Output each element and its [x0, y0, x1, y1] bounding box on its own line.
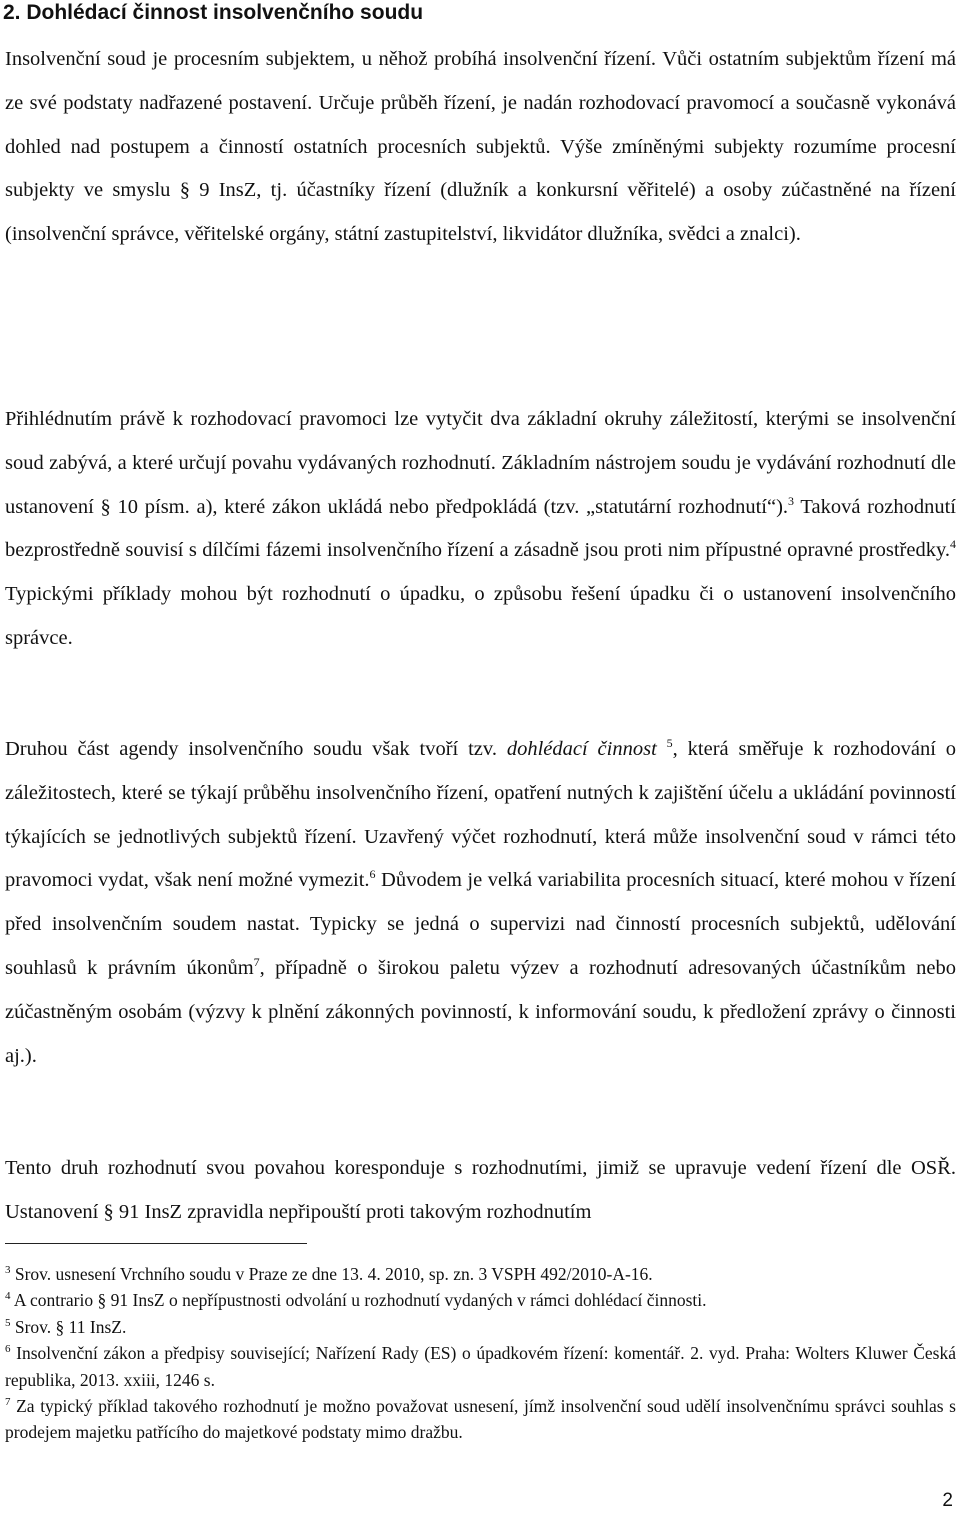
footnote-7: [5, 1393, 956, 1446]
footnote-number: 3: [5, 1264, 11, 1276]
paragraph-2-text-b: Taková rozhodnutí bezprostředně souvisí s dílčími fázemi insolvenčního řízení a zásadně jsou proti nim přípustné opravné prostředky.: [5, 495, 956, 562]
footnote-number: 7: [5, 1396, 11, 1409]
footnote-text: Srov. § 11 InsZ.: [10, 1316, 127, 1337]
footnote-separator: [5, 1243, 307, 1244]
paragraph-2-text-a: Přihlédnutím právě k rozhodovací pravomoci lze vytyčit dva základní okruhy záležitostí, kterými se insolvenční soud zabývá, a které určují povahu vydávaných rozhodnutí. Základním nástrojem soudu je vydávání rozhodnutí dle ustanovení § 10 písm. a), které zákon ukládá nebo předpokládá (tzv. „statutární rozhodnutí“).: [5, 408, 956, 518]
paragraph-2-text-c: Typickými příklady mohou být rozhodnutí o úpadku, o způsobu řešení úpadku či o ustanovení insolvenčního správce.: [5, 583, 956, 649]
section-heading: 2. Dohlédací činnost insolvenčního soudu: [3, 1, 424, 24]
footnote-3: [5, 1261, 956, 1287]
paragraph-1: [5, 38, 956, 257]
footnote-6: [5, 1340, 956, 1393]
footnote-ref-5[interactable]: 5: [666, 736, 673, 750]
term-dohledaci-cinnost: dohlédací činnost: [506, 738, 657, 760]
paragraph-3-text-d: , případně o širokou paletu výzev a rozhodnutí adresovaných účastníkům nebo zúčastněným osobám (výzvy k plnění zákonných povinností, k informování soudu, k předložení zprávy o činnosti aj.).: [5, 956, 956, 1067]
footnote-text: Insolvenční zákon a předpisy související; Nařízení Rady (ES) o úpadkovém řízení: komentář. 2. vyd. Praha: Wolters Kluwer Česká republika, 2013. xxiii, 1246 s.: [5, 1343, 956, 1390]
footnote-4: [5, 1287, 956, 1313]
paragraph-4-text: Tento druh rozhodnutí svou povahou koresponduje s rozhodnutími, jimiž se upravuje vedení řízení dle OSŘ. Ustanovení § 91 InsZ zpravidla nepřipouští proti takovým rozhodnutím: [5, 1157, 956, 1223]
paragraph-3-text-b: , která směřuje k rozhodování o záležitostech, které se týkají průběhu insolvenčního řízení, opatření nutných k zajištění účelu a ukládání povinností týkajících se jednotlivých subjektů řízení. Uzavřený výčet rozhodnutí, která může insolvenční soud v rámci této pravomoci vydat, však není možné vymezit.: [5, 738, 957, 892]
page-number: 2: [942, 1490, 953, 1511]
paragraph-1-text: Insolvenční soud je procesním subjektem, u něhož probíhá insolvenční řízení. Vůči ostatním subjektům řízení má ze své podstaty nadřazené postavení. Určuje průběh řízení, je nadán rozhodovací pravomocí a současně vykonává dohled nad postupem a činností ostatních procesních subjektů. Výše zmíněnými subjekty rozumíme procesní subjekty ve smyslu § 9 InsZ, tj. účastníky řízení (dlužník a konkursní věřitelé) a osoby zúčastněné na řízení (insolvenční správce, věřitelské orgány, státní zastupitelství, likvidátor dlužníka, svědci a znalci).: [5, 48, 956, 246]
footnotes-list: [5, 1261, 956, 1446]
footnote-ref-6[interactable]: 6: [369, 867, 376, 882]
paragraph-3-text-a: Druhou část agendy insolvenčního soudu však tvoří tzv.: [5, 738, 507, 760]
footnote-ref-4[interactable]: 4: [950, 537, 956, 552]
paragraph-2: [5, 398, 956, 661]
footnote-number: 6: [5, 1343, 11, 1356]
footnote-number: 5: [5, 1316, 11, 1329]
footnote-text: Srov. usnesení Vrchního soudu v Praze ze dne 13. 4. 2010, sp. zn. 3 VSPH 492/2010-A-16.: [10, 1264, 653, 1284]
footnote-text: A contrario § 91 InsZ o nepřípustnosti odvolání u rozhodnutí vydaných v rámci dohlédací činnosti.: [10, 1290, 707, 1311]
paragraph-4: [5, 1147, 956, 1235]
footnote-ref-3[interactable]: 3: [788, 493, 795, 508]
footnote-5: [5, 1314, 956, 1340]
footnote-number: 4: [5, 1290, 11, 1303]
footnote-ref-7[interactable]: 7: [253, 954, 260, 969]
paragraph-3-text-c: Důvodem je velká variabilita procesních situací, které mohou v řízení před insolvenčním soudem nastat. Typicky se jedná o supervizi nad činností procesních subjektů, udělování souhlasů k právním úkonům: [5, 869, 957, 979]
paragraph-3: [5, 728, 956, 1078]
footnote-text: Za typický příklad takového rozhodnutí je možno považovat usnesení, jímž insolvenční soud udělí insolvenčnímu správci souhlas s prodejem majetku patřícího do majetkové podstaty mimo dražbu.: [5, 1396, 956, 1443]
